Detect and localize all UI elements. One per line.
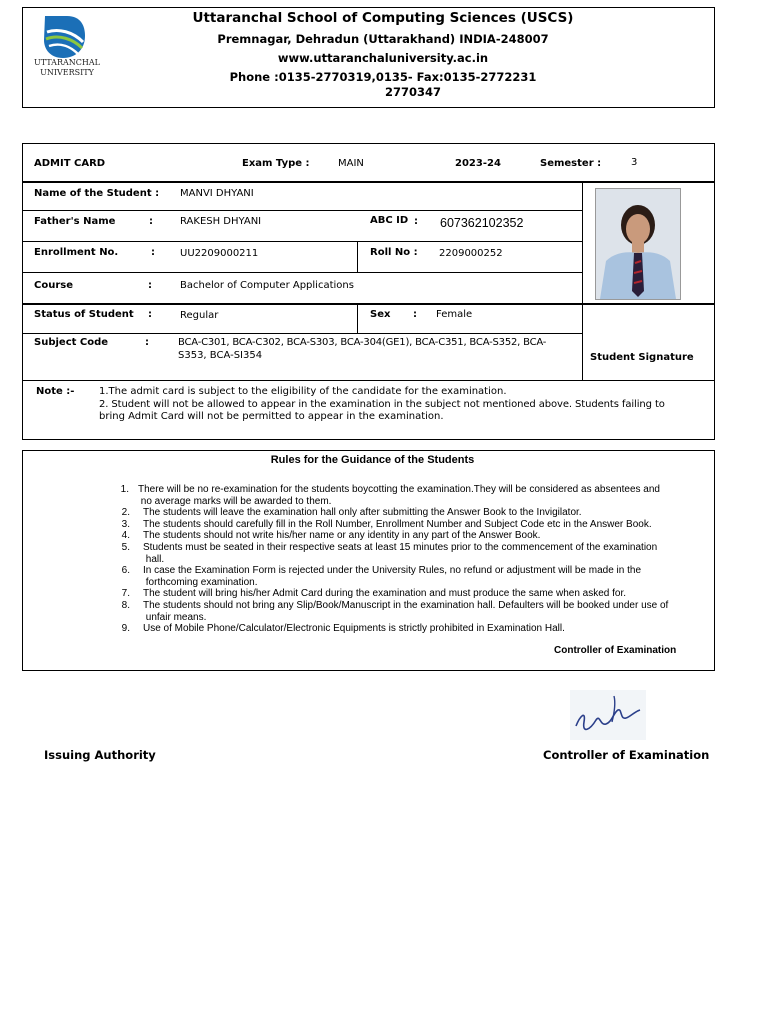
logo-text: UTTARANCHAL UNIVERSITY [34,58,100,77]
admit-card-title: ADMIT CARD [34,158,106,169]
name-value: MANVI DHYANI [180,188,254,199]
session-value: 2023-24 [455,158,501,169]
enroll-value: UU2209000211 [180,248,259,259]
rule-number: 8. [121,600,130,611]
roll-label: Roll No : [370,247,418,258]
subject-line1: BCA-C301, BCA-C302, BCA-S303, BCA-304(GE1), BCA-C351, BCA-S352, BCA- [178,337,547,348]
rule-text: unfair means. [143,611,207,623]
rules-box [22,450,715,671]
sex-value: Female [436,309,473,320]
colon: : [413,309,417,320]
note-2b: bring Admit Card will not be permitted to appear in the examination. [99,411,444,422]
rule-text: forthcoming examination. [143,576,258,588]
father-value: RAKESH DHYANI [180,216,262,227]
rule-text: no average marks will be awarded to them. [138,495,332,507]
student-photo-icon [596,189,680,299]
semester-value: 3 [631,157,638,168]
phone-line2: 2770347 [384,85,441,99]
subject-label: Subject Code [34,337,109,348]
rule-number: 9. [121,623,130,635]
roll-value: 2209000252 [439,248,503,259]
father-label: Father's Name [34,216,116,227]
rule-text: There will be no re-examination for the students boycotting the examination.They will be considered as absentees and [138,484,660,495]
rule-text: The student will bring his/her Admit Card during the examination and must produce the same when asked for. [143,588,627,600]
colon: : [148,309,152,320]
rule-number: 5. [121,542,130,553]
colon: : [414,216,418,227]
rule-text: The students should not bring any Slip/Book/Manuscript in the examination hall. Defaulters will be booked under use of [143,600,669,611]
abc-value: 607362102352 [440,216,524,230]
address: Premnagar, Dehradun (Uttarakhand) INDIA-248007 [217,32,549,46]
exam-type-label: Exam Type : [242,158,310,169]
rule-number: 7. [121,588,130,600]
rule-text: Use of Mobile Phone/Calculator/Electronic Equipments is strictly prohibited in Examination Hall. [143,623,565,635]
sex-label: Sex [370,309,391,320]
controller-of-examination: Controller of Examination [543,748,710,762]
rules-controller: Controller of Examination [554,645,677,656]
controller-signature-icon [570,690,646,740]
note-2a: 2. Student will not be allowed to appear in the examination in the subject not mentioned above. Students failing to [99,399,665,410]
enroll-label: Enrollment No. [34,247,119,258]
website: www.uttaranchaluniversity.ac.in [277,51,489,65]
phone-line1: Phone :0135-2770319,0135- Fax:0135-2772231 [229,70,537,84]
course-value: Bachelor of Computer Applications [180,280,354,291]
status-label: Status of Student [34,309,134,320]
student-photo [595,188,681,300]
name-label: Name of the Student : [34,188,160,199]
rule-number: 3. [121,518,130,530]
semester-label: Semester : [540,158,602,169]
rule-number: 6. [121,565,130,577]
note-1: 1.The admit card is subject to the eligibility of the candidate for the examination. [99,386,507,397]
status-value: Regular [180,310,219,321]
admit-card [22,143,715,440]
student-signature-label: Student Signature [590,352,694,363]
rule-number: 1. [120,484,129,495]
issuing-authority: Issuing Authority [44,748,156,762]
rule-text: In case the Examination Form is rejected under the University Rules, no refund or adjustment will be made in the [143,565,642,577]
university-logo-icon [41,12,89,60]
rule-number: 4. [121,530,130,542]
colon: : [151,247,155,258]
rule-number: 2. [121,507,130,519]
rules-title: Rules for the Guidance of the Students [270,454,475,466]
rule-text: The students should carefully fill in the Roll Number, Enrollment Number and Subject Code etc in the Answer Book. [143,518,652,530]
rule-text: The students should not write his/her name or any identity in any part of the Answer Book. [143,530,541,542]
school-name: Uttaranchal School of Computing Sciences (USCS) [192,10,574,26]
rule-text: Students must be seated in their respective seats at least 15 minutes prior to the commencement of the examination [143,542,658,553]
rule-text: hall. [143,553,165,565]
header-box [22,7,715,108]
abc-label: ABC ID [370,215,409,226]
colon: : [149,216,153,227]
colon: : [148,280,152,291]
rule-text: The students will leave the examination hall only after submitting the Answer Book to the Invigilator. [143,507,582,519]
note-label: Note :- [36,386,75,397]
exam-type-value: MAIN [338,158,364,169]
colon: : [145,337,149,348]
course-label: Course [34,280,73,291]
subject-line2: S353, BCA-SI354 [178,350,263,361]
